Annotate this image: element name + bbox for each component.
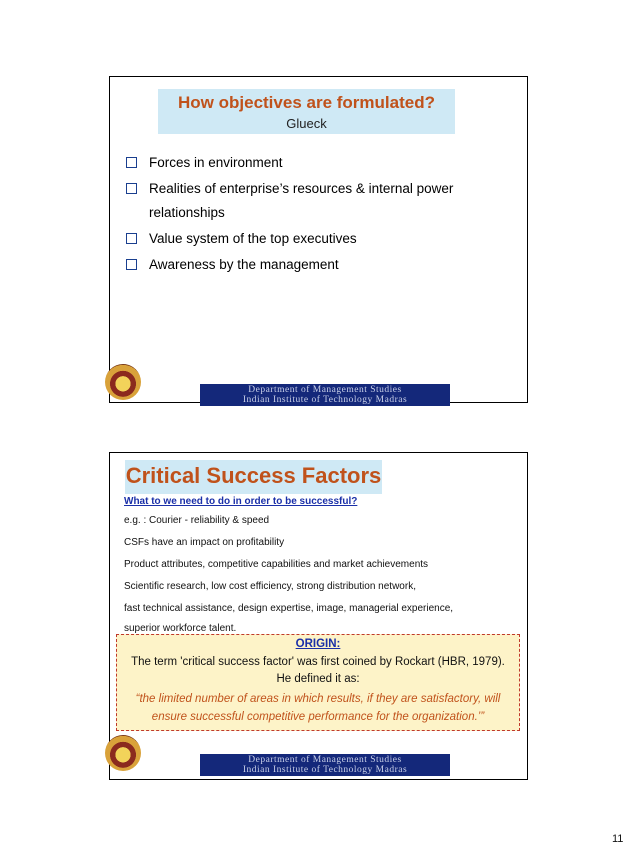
checkbox-bullet-icon [126, 259, 137, 270]
bullet-list [124, 151, 514, 279]
bullet-item: Awareness by the management [124, 253, 514, 277]
csf-question: What to we need to do in order to be successful? [124, 496, 358, 507]
page-number: 11 [612, 833, 624, 845]
bullet-item: Realities of enterprise’s resources & internal power relationships [124, 177, 514, 225]
checkbox-bullet-icon [126, 183, 137, 194]
slide-csf [109, 452, 528, 780]
title-box [158, 89, 455, 134]
text-line: Product attributes, competitive capabilities and market achievements [124, 559, 429, 570]
origin-heading: ORIGIN: [295, 638, 341, 650]
iit-logo-icon [105, 735, 141, 771]
text-line: fast technical assistance, design expertise, image, managerial experience, [124, 603, 454, 614]
slide-subtitle: Glueck [286, 116, 327, 131]
slide-title: How objectives are formulated? [178, 93, 435, 112]
checkbox-bullet-icon [126, 157, 137, 168]
bullet-item: Value system of the top executives [124, 227, 514, 251]
text-line: CSFs have an impact on profitability [124, 537, 285, 548]
checkbox-bullet-icon [126, 233, 137, 244]
text-line: superior workforce talent. [124, 623, 237, 634]
text-line: Scientific research, low cost efficiency, strong distribution network, [124, 581, 416, 592]
department-banner: Department of Management Studies Indian Institute of Technology Madras [200, 384, 450, 406]
bullet-item: Forces in environment [124, 151, 514, 175]
title-box [125, 460, 382, 494]
origin-box [116, 634, 520, 731]
text-line: e.g. : Courier - reliability & speed [124, 515, 270, 526]
origin-text: The term 'critical success factor' was first coined by Rockart (HBR, 1979). He defined it as: [131, 656, 505, 685]
slide-objectives [109, 76, 528, 403]
department-banner: Department of Management Studies Indian Institute of Technology Madras [200, 754, 450, 776]
origin-quote: “the limited number of areas in which results, if they are satisfactory, will ensure successful competitive performance for the organization.’” [135, 693, 501, 723]
slide-title: Critical Success Factors [125, 463, 382, 488]
iit-logo-icon [105, 364, 141, 400]
